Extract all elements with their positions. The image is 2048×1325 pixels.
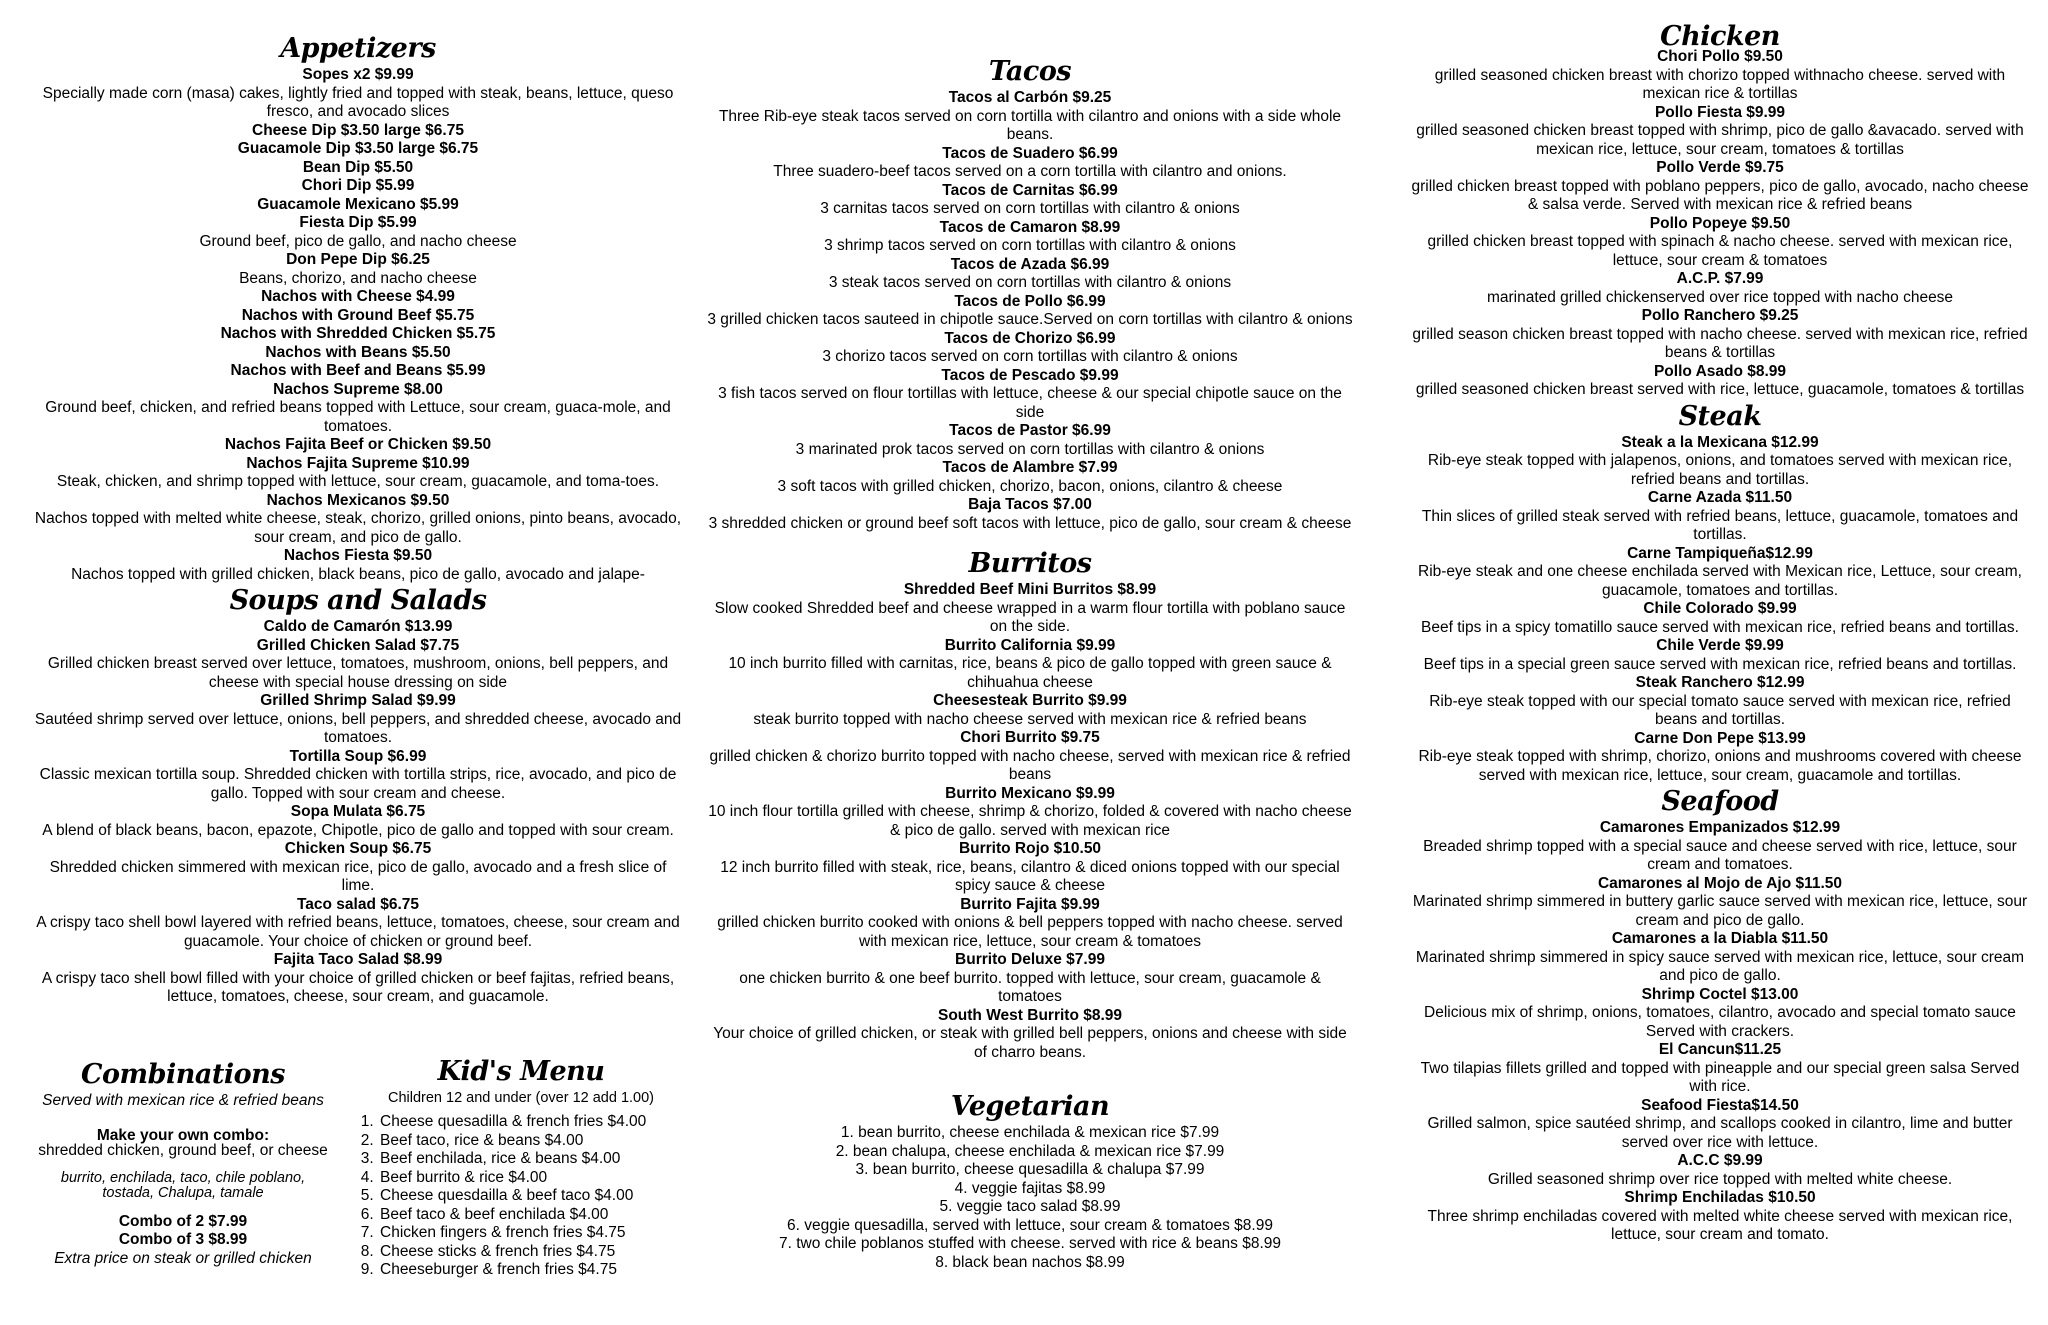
- soups-heading: Soups and Salads: [229, 585, 487, 616]
- menu-item-name: Fiesta Dip $5.99: [299, 214, 417, 231]
- menu-item-name: Pollo Popeye $9.50: [1649, 214, 1791, 232]
- menu-item-description: grilled season chicken breast topped with nacho cheese. served with mexican rice, refried beans & tortillas: [1412, 325, 2028, 361]
- menu-item-name: Nachos Mexicanos $9.50: [266, 491, 450, 509]
- combo-extra-note: Extra price on steak or grilled chicken: [54, 1249, 312, 1267]
- menu-item: [28, 637, 688, 693]
- vegetarian-item: 8. black bean nachos $8.99: [935, 1253, 1125, 1271]
- burritos-heading: Burritos: [968, 548, 1092, 579]
- menu-item-description: grilled seasoned chicken breast topped with shrimp, pico de gallo &avacado. served with mexican rice, lettuce, sour cream, tomatoes & tortillas: [1416, 122, 2024, 158]
- menu-item-name: Grilled Chicken Salad $7.75: [256, 636, 460, 654]
- menu-item: [700, 182, 1360, 219]
- menu-item-name: Nachos Fiesta $9.50: [283, 547, 433, 564]
- menu-item-name: Burrito Fajita $9.99: [960, 895, 1100, 913]
- menu-item-name: Nachos with Cheese $4.99: [261, 288, 455, 305]
- menu-item: [700, 729, 1360, 785]
- menu-item-name: Taco salad $6.75: [296, 895, 420, 913]
- menu-item-name: Don Pepe Dip $6.25: [286, 251, 430, 268]
- vegetarian-item: 2. bean chalupa, cheese enchilada & mexican rice $7.99: [835, 1142, 1225, 1160]
- menu-item-description: Breaded shrimp topped with a special sauce and cheese served with rice, lettuce, sour cream and tomatoes.: [1423, 837, 2017, 873]
- menu-item: [1400, 1152, 2040, 1189]
- menu-item: [28, 803, 688, 840]
- menu-item-name: Chile Colorado $9.99: [1643, 600, 1797, 617]
- menu-item-name: Bean Dip $5.50: [302, 158, 414, 176]
- menu-item-description: Rib-eye steak topped with shrimp, chorizo, onions and mushrooms covered with cheese served with mexican rice, lettuce, sour cream, guacamole and tortillas.: [1418, 748, 2022, 784]
- kids-menu-heading: Kid's Menu: [437, 1056, 605, 1087]
- menu-item: [28, 214, 688, 251]
- kids-menu-list: [356, 1113, 686, 1280]
- menu-item: [1400, 48, 2040, 104]
- menu-item-description: grilled chicken breast topped with poblano peppers, pico de gallo, avocado, nacho cheese & salsa verde. Served with mexican rice & refried beans: [1411, 177, 2029, 213]
- kids-menu-item: 1. Cheese quesadilla & french fries $4.00: [378, 1113, 686, 1132]
- appetizers-heading: Appetizers: [280, 33, 436, 64]
- menu-item: [28, 307, 688, 326]
- menu-item-description: grilled seasoned chicken breast with chorizo topped withnacho cheese. served with mexican rice & tortillas: [1434, 66, 2006, 102]
- menu-item-name: Steak a la Mexicana $12.99: [1621, 433, 1819, 451]
- menu-item: [1400, 434, 2040, 490]
- vegetarian-item: 3. bean burrito, cheese quesadilla & chalupa $7.99: [855, 1161, 1205, 1178]
- menu-item-name: Tacos de Pollo $6.99: [954, 292, 1106, 310]
- menu-item-description: Marinated shrimp simmered in spicy sauce served with mexican rice, lettuce, sour cream and pico de gallo.: [1415, 948, 2025, 984]
- menu-item-description: steak burrito topped with nacho cheese served with mexican rice & refried beans: [753, 710, 1307, 728]
- vegetarian-item: 5. veggie taco salad $8.99: [939, 1198, 1121, 1215]
- menu-item-description: Two tilapias fillets grilled and topped with pineapple and our special green salsa Served with rice.: [1420, 1059, 2020, 1095]
- combinations-heading: Combinations: [81, 1059, 285, 1090]
- kids-menu-subtitle: Children 12 and under (over 12 add 1.00): [387, 1090, 654, 1106]
- steak-heading: Steak: [1678, 400, 1762, 432]
- column-right: [1400, 20, 2040, 1245]
- menu-item: [1400, 819, 2040, 875]
- menu-item: [28, 436, 688, 455]
- menu-item-description: Three shrimp enchiladas covered with melted white cheese served with mexican rice, lettuce, sour cream and tomato.: [1427, 1207, 2013, 1243]
- soups-list: [28, 618, 688, 1007]
- menu-item-name: Seafood Fiesta$14.50: [1641, 1096, 1799, 1114]
- vegetarian-list: [700, 1124, 1360, 1272]
- menu-item: [28, 492, 688, 548]
- menu-item-name: Burrito California $9.99: [944, 636, 1116, 654]
- menu-item-name: Fajita Taco Salad $8.99: [273, 951, 443, 968]
- menu-item-description: 12 inch burrito filled with steak, rice, beans, cilantro & diced onions topped with our special spicy sauce & cheese: [720, 858, 1340, 894]
- menu-item: [700, 145, 1360, 182]
- menu-item-description: Thin slices of grilled steak served with refried beans, lettuce, guacamole, tomatoes and tortillas.: [1421, 507, 2019, 543]
- menu-item: [1400, 545, 2040, 601]
- menu-item-name: Burrito Rojo $10.50: [958, 840, 1102, 857]
- menu-item: [700, 951, 1360, 1007]
- menu-item-name: Pollo Ranchero $9.25: [1641, 307, 1799, 324]
- menu-item: [700, 637, 1360, 693]
- menu-item: [28, 748, 688, 804]
- menu-item: [28, 362, 688, 381]
- menu-item: [1400, 363, 2040, 400]
- menu-item-description: 3 soft tacos with grilled chicken, chorizo, bacon, onions, cilantro & cheese: [777, 477, 1283, 495]
- menu-item: [700, 89, 1360, 145]
- menu-item-description: Classic mexican tortilla soup. Shredded chicken with tortilla strips, rice, avocado, and pico de gallo. Topped with sour cream and cheese.: [39, 766, 677, 802]
- tacos-list: [700, 89, 1360, 533]
- combo-options: burrito, enchilada, taco, chile poblano, tostada, Chalupa, tamale: [60, 1169, 306, 1201]
- menu-item: [700, 692, 1360, 729]
- menu-item-name: Pollo Fiesta $9.99: [1654, 103, 1786, 121]
- menu-item-description: 3 carnitas tacos served on corn tortillas with cilantro & onions: [820, 200, 1240, 217]
- menu-item: [1400, 674, 2040, 730]
- menu-item: [28, 325, 688, 344]
- menu-item-name: Carne Azada $11.50: [1647, 489, 1793, 506]
- menu-item-description: Nachos topped with grilled chicken, black beans, pico de gallo, avocado and jalape-: [71, 565, 645, 583]
- menu-item-description: 3 chorizo tacos served on corn tortillas with cilantro & onions: [822, 348, 1238, 365]
- menu-item: [28, 896, 688, 952]
- menu-item-name: Pollo Verde $9.75: [1656, 159, 1784, 176]
- menu-item-name: Tacos de Azada $6.99: [950, 255, 1110, 273]
- menu-item: [700, 422, 1360, 459]
- menu-item: [28, 381, 688, 437]
- menu-item-description: 10 inch burrito filled with carnitas, rice, beans & pico de gallo topped with green sauce & chihuahua cheese: [728, 655, 1332, 691]
- menu-item-name: El Cancun$11.25: [1658, 1041, 1782, 1058]
- menu-item: [700, 219, 1360, 256]
- menu-item-description: marinated grilled chickenserved over rice topped with nacho cheese: [1486, 288, 1954, 306]
- menu-item-name: Camarones a la Diabla $11.50: [1611, 930, 1829, 947]
- menu-item: [1400, 875, 2040, 931]
- kids-menu-section: [356, 1055, 686, 1280]
- menu-item-name: Tacos de Chorizo $6.99: [944, 329, 1116, 347]
- menu-item: [1400, 1189, 2040, 1245]
- menu-item-name: Carne Don Pepe $13.99: [1634, 729, 1806, 747]
- menu-item-name: Camarones Empanizados $12.99: [1599, 819, 1841, 836]
- combinations-subtitle: Served with mexican rice & refried beans: [42, 1092, 324, 1109]
- vegetarian-heading: Vegetarian: [950, 1091, 1110, 1122]
- menu-item-description: Beef tips in a spicy tomatillo sauce served with mexican rice, refried beans and tortillas.: [1421, 618, 2019, 636]
- menu-item: [28, 618, 688, 637]
- menu-item-description: 3 grilled chicken tacos sauteed in chipotle sauce.Served on corn tortillas with cilantro & onions: [707, 311, 1353, 328]
- menu-item: [1400, 637, 2040, 674]
- menu-item-name: Tacos al Carbón $9.25: [948, 89, 1112, 106]
- menu-item-name: Nachos Supreme $8.00: [273, 380, 443, 398]
- menu-item-name: Chile Verde $9.99: [1656, 637, 1784, 654]
- menu-item: [1400, 270, 2040, 307]
- menu-item-name: Caldo de Camarón $13.99: [263, 618, 453, 635]
- menu-item-description: grilled chicken & chorizo burrito topped with nacho cheese, served with mexican rice & refried beans: [709, 747, 1351, 783]
- kids-menu-item: 7. Chicken fingers & french fries $4.75: [378, 1224, 686, 1243]
- chicken-heading: Chicken: [1660, 21, 1780, 52]
- menu-item: [28, 547, 688, 584]
- menu-item-description: Marinated shrimp simmered in buttery garlic sauce served with mexican rice, lettuce, sour cream and pico de gallo.: [1412, 893, 2028, 929]
- menu-item: [1400, 600, 2040, 637]
- menu-item-description: Rib-eye steak topped with jalapenos, onions, and tomatoes served with mexican rice, refried beans and tortillas.: [1427, 452, 2013, 488]
- menu-item-name: Chori Pollo $9.50: [1657, 48, 1783, 65]
- vegetarian-item: 1. bean burrito, cheese enchilada & mexican rice $7.99: [840, 1124, 1220, 1141]
- menu-item-description: Delicious mix of shrimp, onions, tomatoes, cilantro, avocado and special tomato sauce Served with crackers.: [1424, 1004, 2016, 1040]
- menu-item-description: 3 steak tacos served on corn tortillas with cilantro & onions: [828, 274, 1232, 291]
- menu-item-name: Tortilla Soup $6.99: [289, 747, 427, 765]
- menu-item: [700, 785, 1360, 841]
- menu-item-name: Pollo Asado $8.99: [1653, 362, 1787, 380]
- menu-item-description: Beans, chorizo, and nacho cheese: [239, 269, 477, 287]
- menu-item-description: Steak, chicken, and shrimp topped with lettuce, sour cream, guacamole, and toma-toes.: [56, 473, 660, 490]
- menu-item: [1400, 307, 2040, 363]
- menu-item: [700, 496, 1360, 533]
- menu-item-description: 3 shredded chicken or ground beef soft tacos with lettuce, pico de gallo, sour cream & cheese: [708, 514, 1352, 532]
- seafood-list: [1400, 819, 2040, 1245]
- menu-item-description: 3 marinated prok tacos served on corn tortillas with cilantro & onions: [795, 440, 1265, 458]
- kids-menu-item: 5. Cheese quesdailla & beef taco $4.00: [378, 1187, 686, 1206]
- menu-item-name: Tacos de Pescado $9.99: [941, 366, 1119, 384]
- menu-item-name: Shredded Beef Mini Burritos $8.99: [903, 581, 1157, 598]
- menu-item-name: Shrimp Enchiladas $10.50: [1624, 1189, 1816, 1206]
- steak-list: [1400, 434, 2040, 786]
- menu-item: [700, 840, 1360, 896]
- menu-item-name: Grilled Shrimp Salad $9.99: [260, 692, 456, 709]
- menu-item-name: Nachos with Ground Beef $5.75: [241, 306, 475, 324]
- menu-item: [700, 367, 1360, 423]
- menu-item: [700, 293, 1360, 330]
- menu-item-description: 3 fish tacos served on flour tortillas with lettuce, cheese & our special chipotle sauce on the side: [718, 385, 1342, 421]
- menu-item: [1400, 930, 2040, 986]
- menu-item-name: Cheesesteak Burrito $9.99: [933, 692, 1127, 709]
- menu-item: [28, 159, 688, 178]
- menu-item-name: Burrito Mexicano $9.99: [945, 784, 1115, 802]
- menu-item-name: Burrito Deluxe $7.99: [955, 951, 1105, 968]
- menu-item-description: A crispy taco shell bowl filled with your choice of grilled chicken or beef fajitas, refried beans, lettuce, tomatoes, cheese, sour cream, and guacamole.: [41, 969, 675, 1005]
- menu-item-description: Grilled seasoned shrimp over rice topped with melted white cheese.: [1487, 1170, 1953, 1188]
- menu-item-name: Cheese Dip $3.50 large $6.75: [252, 121, 464, 139]
- menu-item: [1400, 1041, 2040, 1097]
- menu-item-name: Guacamole Dip $3.50 large $6.75: [237, 140, 479, 157]
- menu-item-name: Nachos Fajita Supreme $10.99: [246, 454, 470, 472]
- menu-item-name: Chori Burrito $9.75: [960, 729, 1100, 746]
- chicken-list: [1400, 48, 2040, 400]
- menu-item-name: Tacos de Carnitas $6.99: [942, 181, 1118, 199]
- menu-item-name: Chicken Soup $6.75: [284, 840, 432, 857]
- menu-item-description: 3 shrimp tacos served on corn tortillas with cilantro & onions: [824, 237, 1236, 254]
- menu-item-name: Sopa Mulata $6.75: [290, 803, 426, 820]
- menu-item: [1400, 489, 2040, 545]
- combo-of-three: Combo of 3 $8.99: [118, 1231, 248, 1248]
- menu-item-name: Guacamole Mexicano $5.99: [257, 195, 459, 213]
- menu-item-name: Steak Ranchero $12.99: [1635, 674, 1805, 691]
- menu-item: [1400, 1097, 2040, 1153]
- menu-item: [28, 455, 688, 492]
- menu-item: [28, 196, 688, 215]
- column-middle: [700, 55, 1360, 1272]
- menu-item: [28, 122, 688, 141]
- menu-item-description: 10 inch flour tortilla grilled with cheese, shrimp & chorizo, folded & covered with nacho cheese & pico de gallo. served with mexican rice: [708, 803, 1352, 839]
- menu-item: [28, 692, 688, 748]
- menu-item-description: one chicken burrito & one beef burrito. topped with lettuce, sour cream, guacamole & tomatoes: [739, 969, 1321, 1005]
- kids-menu-item: 3. Beef enchilada, rice & beans $4.00: [378, 1150, 686, 1169]
- menu-item-name: Camarones al Mojo de Ajo $11.50: [1597, 874, 1843, 892]
- menu-item-name: Tacos de Pastor $6.99: [949, 422, 1111, 439]
- column-left: [28, 32, 688, 1007]
- menu-item-description: Grilled chicken breast served over lettuce, tomatoes, mushroom, onions, bell peppers, and cheese with special house dressing on side: [47, 655, 669, 691]
- menu-item-name: Chori Dip $5.99: [301, 177, 415, 194]
- menu-item-name: Baja Tacos $7.00: [968, 496, 1092, 513]
- menu-item: [1400, 730, 2040, 786]
- menu-item-description: Rib-eye steak and one cheese enchilada served with Mexican rice, Lettuce, sour cream, guacamole, tomatoes and tortillas.: [1418, 563, 2022, 599]
- menu-item-name: Tacos de Suadero $6.99: [942, 144, 1118, 162]
- menu-item: [28, 344, 688, 363]
- kids-menu-item: 9. Cheeseburger & french fries $4.75: [378, 1261, 686, 1280]
- menu-item-description: Ground beef, pico de gallo, and nacho cheese: [199, 232, 517, 250]
- menu-item: [28, 251, 688, 288]
- menu-item-description: A blend of black beans, bacon, epazote, Chipotle, pico de gallo and topped with sour cream.: [42, 821, 674, 839]
- vegetarian-item: 6. veggie quesadilla, served with lettuce, sour cream & tomatoes $8.99: [787, 1216, 1273, 1234]
- menu-item: [28, 840, 688, 896]
- menu-item-description: Beef tips in a special green sauce served with mexican rice, refried beans and tortillas.: [1423, 655, 2017, 673]
- menu-item-name: Tacos de Camaron $8.99: [939, 218, 1121, 236]
- menu-item: [700, 256, 1360, 293]
- menu-item-name: A.C.P. $7.99: [1676, 270, 1764, 287]
- vegetarian-item: 4. veggie fajitas $8.99: [954, 1179, 1106, 1197]
- kids-menu-item: 8. Cheese sticks & french fries $4.75: [378, 1243, 686, 1262]
- make-combo-desc: shredded chicken, ground beef, or cheese: [38, 1142, 328, 1159]
- combinations-section: [18, 1058, 348, 1268]
- menu-item-description: Your choice of grilled chicken, or steak with grilled bell peppers, onions and cheese with side of charro beans.: [713, 1025, 1347, 1061]
- vegetarian-item: 7. two chile poblanos stuffed with cheese. served with rice & beans $8.99: [778, 1235, 1282, 1252]
- menu-item: [1400, 104, 2040, 160]
- menu-item-description: A crispy taco shell bowl layered with refried beans, lettuce, tomatoes, cheese, sour cream and guacamole. Your choice of chicken or ground beef.: [36, 914, 680, 950]
- menu-item-description: Three suadero-beef tacos served on a corn tortilla with cilantro and onions.: [773, 163, 1287, 180]
- menu-item-name: Nachos Fajita Beef or Chicken $9.50: [224, 436, 492, 453]
- kids-menu-item: 6. Beef taco & beef enchilada $4.00: [378, 1206, 686, 1225]
- appetizers-list: [28, 66, 688, 584]
- menu-item-description: Nachos topped with melted white cheese, steak, chorizo, grilled onions, pinto beans, avocado, sour cream, and pico de gallo.: [34, 510, 682, 546]
- menu-item: [1400, 159, 2040, 215]
- menu-item-name: Tacos de Alambre $7.99: [942, 459, 1118, 476]
- kids-menu-item: 2. Beef taco, rice & beans $4.00: [378, 1132, 686, 1151]
- menu-item: [1400, 215, 2040, 271]
- menu-item: [700, 330, 1360, 367]
- seafood-heading: Seafood: [1661, 786, 1779, 817]
- menu-item-description: Grilled salmon, spice sautéed shrimp, and scallops cooked in cilantro, lime and butter served over rice with lettuce.: [1427, 1115, 2013, 1151]
- menu-item-description: Sautéed shrimp served over lettuce, onions, bell peppers, and shredded cheese, avocado and tomatoes.: [34, 710, 682, 746]
- menu-item-name: Carne Tampiqueña$12.99: [1627, 544, 1813, 562]
- combo-of-two: Combo of 2 $7.99: [118, 1212, 248, 1230]
- menu-item-name: Sopes x2 $9.99: [302, 66, 414, 83]
- menu-item-description: grilled chicken breast topped with spinach & nacho cheese. served with mexican rice, lettuce, sour cream & tomatoes: [1427, 233, 2013, 269]
- menu-item: [700, 896, 1360, 952]
- menu-item: [28, 177, 688, 196]
- menu-item: [28, 140, 688, 159]
- menu-item: [700, 459, 1360, 496]
- menu-item: [28, 951, 688, 1007]
- tacos-heading: Tacos: [988, 56, 1072, 87]
- menu-item: [700, 581, 1360, 637]
- menu-item-name: Nachos with Beans $5.50: [265, 343, 451, 361]
- menu-item: [28, 66, 688, 122]
- menu-item: [1400, 986, 2040, 1042]
- menu-item-description: grilled seasoned chicken breast served with rice, lettuce, guacamole, tomatoes & tortillas: [1415, 381, 2025, 398]
- menu-item-name: South West Burrito $8.99: [937, 1006, 1123, 1024]
- menu-item-description: Three Rib-eye steak tacos served on corn tortilla with cilantro and onions with a side whole beans.: [718, 107, 1342, 143]
- menu-item-name: Nachos with Shredded Chicken $5.75: [220, 325, 496, 342]
- menu-item-name: Shrimp Coctel $13.00: [1641, 985, 1799, 1003]
- menu-item-description: grilled chicken burrito cooked with onions & bell peppers topped with nacho cheese. served with mexican rice, lettuce, sour cream & tomatoes: [717, 914, 1343, 950]
- menu-item-name: Nachos with Beef and Beans $5.99: [230, 362, 486, 379]
- burritos-list: [700, 581, 1360, 1062]
- menu-item-name: A.C.C $9.99: [1677, 1152, 1763, 1169]
- menu-item-description: Shredded chicken simmered with mexican rice, pico de gallo, avocado and a fresh slice of lime.: [49, 858, 667, 894]
- menu-item-description: Ground beef, chicken, and refried beans topped with Lettuce, sour cream, guaca-mole, and tomatoes.: [45, 399, 671, 435]
- menu-item-description: Slow cooked Shredded beef and cheese wrapped in a warm flour tortilla with poblano sauce on the side.: [714, 599, 1346, 635]
- menu-item: [700, 1007, 1360, 1063]
- kids-menu-item: 4. Beef burrito & rice $4.00: [378, 1169, 686, 1188]
- make-combo-title: Make your own combo:: [96, 1126, 270, 1144]
- menu-item-description: Rib-eye steak topped with our special tomato sauce served with mexican rice, refried beans and tortillas.: [1429, 692, 2011, 728]
- menu-item-description: Specially made corn (masa) cakes, lightly fried and topped with steak, beans, lettuce, queso fresco, and avocado slices: [42, 84, 674, 120]
- menu-item: [28, 288, 688, 307]
